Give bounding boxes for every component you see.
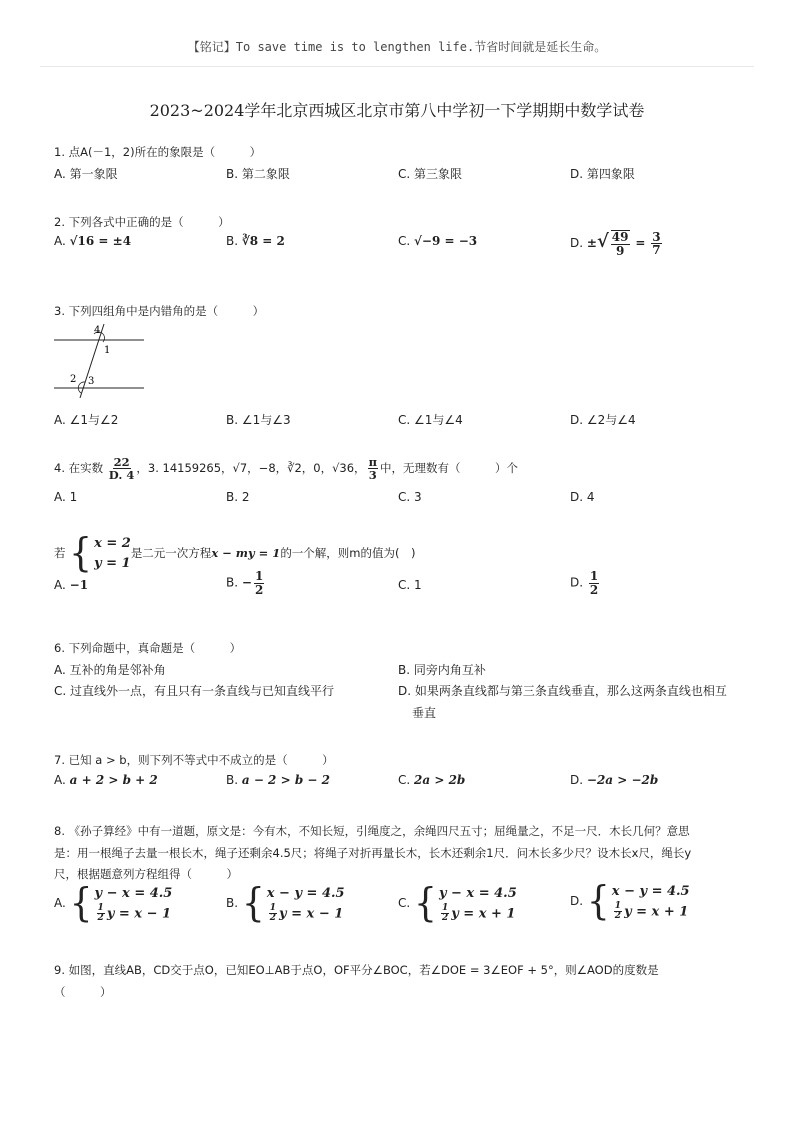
q1-option-c: C. 第三象限: [398, 167, 463, 181]
question-2-stem: 2. 下列各式中正确的是（ ）: [54, 215, 230, 229]
q4-option-c: C. 3: [398, 490, 422, 504]
question-7-stem: 7. 已知 a > b，则下列不等式中不成立的是（ ）: [54, 753, 334, 767]
angle-label-4: 4: [94, 325, 101, 336]
q6-option-d-line1: D. 如果两条直线都与第三条直线垂直，那么这两条直线也相互: [398, 684, 727, 698]
q1-option-d: D. 第四象限: [570, 167, 635, 181]
q6-option-a: A. 互补的角是邻补角: [54, 663, 166, 677]
question-3-stem: 3. 下列四组角中是内错角的是（ ）: [54, 304, 265, 318]
q8-option-b: B. { x − y = 4.5 $\frac{1}{2}$ y = x − 1: [226, 880, 345, 926]
question-9-line-2: （ ）: [54, 985, 112, 999]
q3-option-d: D. ∠2与∠4: [570, 413, 636, 427]
motto-banner: 【铭记】To save time is to lengthen life.节省时间就是延长生命。: [187, 40, 607, 54]
q4-option-b: B. 2: [226, 490, 250, 504]
angle-label-1: 1: [104, 345, 111, 356]
q8-option-c: C. { y − x = 4.5 $\frac{1}{2}$ y = x + 1: [398, 880, 517, 926]
question-1-stem: 1. 点A(－1，2)所在的象限是（ ）: [54, 145, 262, 159]
q3-option-c: C. ∠1与∠4: [398, 413, 463, 427]
question-6-stem: 6. 下列命题中，真命题是（ ）: [54, 641, 242, 655]
q2-option-a: A. √16 = ±4: [54, 234, 132, 248]
q4-option-d: D. 4: [570, 490, 595, 504]
q7-option-a: A. a + 2 > b + 2: [54, 773, 158, 787]
question-8-line-2: 是：用一根绳子去量一根长木，绳子还剩余4.5尺；将绳子对折再量长木，长木还剩余1尺．问木长多少尺？设木长x尺，绳长y: [54, 846, 692, 860]
q1-option-a: A. 第一象限: [54, 167, 118, 181]
question-8-line-3: 尺，根据题意列方程组得（ ）: [54, 867, 238, 881]
q3-option-a: A. ∠1与∠2: [54, 413, 119, 427]
q1-option-b: B. 第二象限: [226, 167, 290, 181]
q5-option-d: D. $\frac{1}{2}$: [570, 569, 599, 597]
q2-option-b: B. ∛8 = 2: [226, 234, 285, 248]
q3-angle-figure: [54, 320, 146, 398]
q2-option-c: C. √−9 = −3: [398, 234, 478, 248]
q5-option-b: B. − $\frac{1}{2}$: [226, 569, 264, 597]
q8-option-d: D. { x − y = 4.5 $\frac{1}{2}$ y = x + 1: [570, 878, 690, 924]
q3-option-b: B. ∠1与∠3: [226, 413, 291, 427]
question-9-line-1: 9. 如图，直线AB，CD交于点O，已知EO⊥AB于点O，OF平分∠BOC，若∠DOE = 3∠EOF + 5°，则∠AOD的度数是: [54, 963, 659, 977]
angle-label-2: 2: [70, 374, 77, 385]
q8-option-a: A. { y − x = 4.5 $\frac{1}{2}$ y = x − 1: [54, 880, 173, 926]
q7-option-d: D. −2a > −2b: [570, 773, 659, 787]
q2-option-d: D. ±√ $\frac{49}{9}$ = $\frac{3}{7}$: [570, 229, 661, 258]
q5-option-a: A. −1: [54, 578, 89, 592]
q7-option-b: B. a − 2 > b − 2: [226, 773, 330, 787]
question-8-line-1: 8. 《孙子算经》中有一道题，原文是：今有木，不知长短，引绳度之，余绳四尺五寸；屈绳量之，不足一尺．木长几何？意思: [54, 824, 690, 838]
q7-option-c: C. 2a > 2b: [398, 773, 466, 787]
q4-option-a: A. 1: [54, 490, 78, 504]
exam-title: 2023~2024学年北京西城区北京市第八中学初一下学期期中数学试卷: [149, 101, 645, 120]
q6-option-b: B. 同旁内角互补: [398, 663, 486, 677]
q6-option-c: C. 过直线外一点，有且只有一条直线与已知直线平行: [54, 684, 335, 698]
q6-option-d-line2: 垂直: [412, 706, 437, 720]
question-5-stem: 若 { x = 2 y = 1 是二元一次方程x − my = 1的一个解，则m的值为( ): [54, 530, 416, 576]
question-4-stem: 4. 在实数 $\frac{22}{D. 4}$ ，3. 14159265，√7，−8，∛2，0，√36， $\frac{\pi}{3}$ 中，无理数有（ ）个: [54, 455, 518, 483]
header-divider: [40, 66, 754, 67]
angle-label-3: 3: [88, 376, 95, 387]
q5-option-c: C. 1: [398, 578, 422, 592]
